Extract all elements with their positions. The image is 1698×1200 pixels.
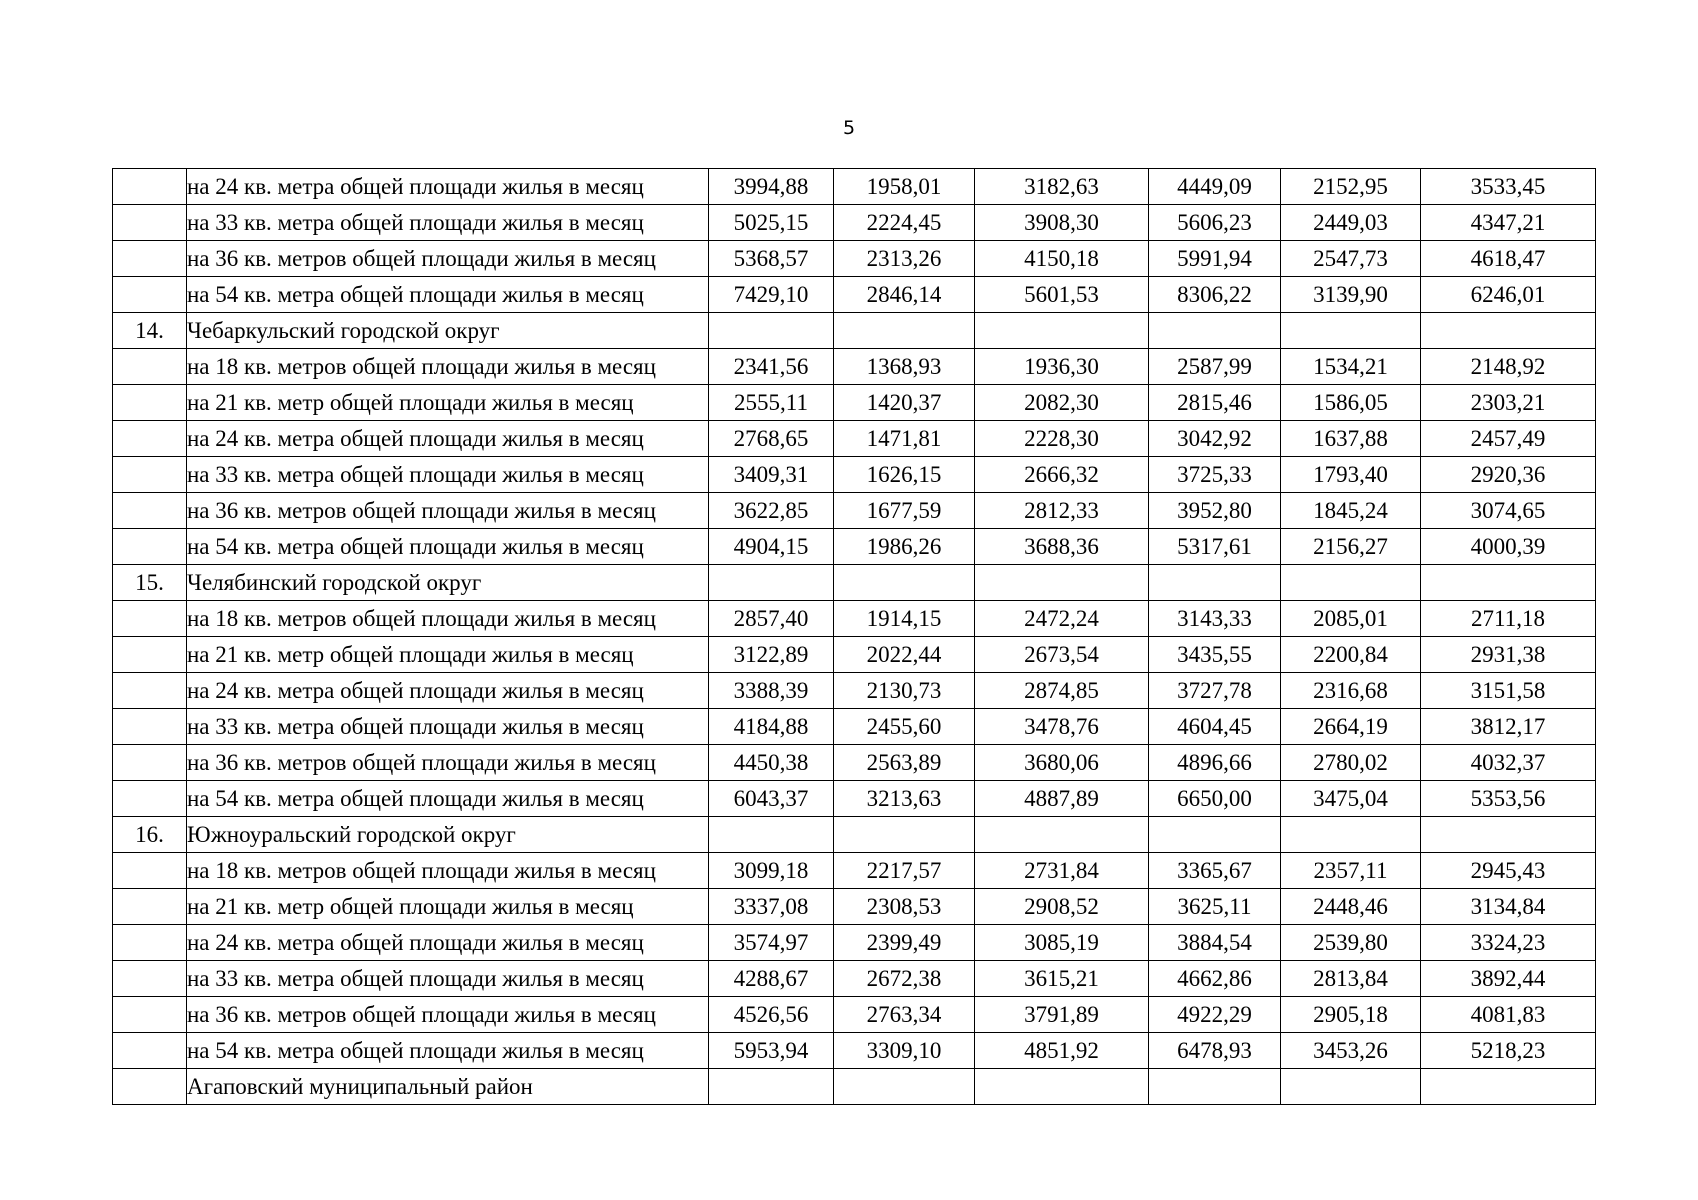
table-row bbox=[113, 205, 1596, 241]
table-row bbox=[113, 745, 1596, 781]
table-row bbox=[113, 421, 1596, 457]
value-cell-4 bbox=[1149, 1069, 1281, 1105]
value-cell-1 bbox=[709, 817, 834, 853]
value-cell-6: 4032,37 bbox=[1421, 745, 1596, 781]
value-cell-4: 3435,55 bbox=[1149, 637, 1281, 673]
row-name-cell: на 54 кв. метра общей площади жилья в месяц bbox=[187, 277, 709, 313]
row-number-cell bbox=[113, 673, 187, 709]
value-cell-5: 2085,01 bbox=[1281, 601, 1421, 637]
value-cell-6 bbox=[1421, 817, 1596, 853]
value-cell-5: 2813,84 bbox=[1281, 961, 1421, 997]
value-cell-5: 2905,18 bbox=[1281, 997, 1421, 1033]
value-cell-5: 2357,11 bbox=[1281, 853, 1421, 889]
table-row bbox=[113, 493, 1596, 529]
value-cell-2: 2399,49 bbox=[834, 925, 975, 961]
table-row bbox=[113, 997, 1596, 1033]
value-cell-5: 2547,73 bbox=[1281, 241, 1421, 277]
row-name-cell: на 33 кв. метра общей площади жилья в месяц bbox=[187, 205, 709, 241]
value-cell-6: 3151,58 bbox=[1421, 673, 1596, 709]
value-cell-5: 3453,26 bbox=[1281, 1033, 1421, 1069]
value-cell-6 bbox=[1421, 565, 1596, 601]
value-cell-5: 1845,24 bbox=[1281, 493, 1421, 529]
table-row bbox=[113, 853, 1596, 889]
value-cell-1: 3099,18 bbox=[709, 853, 834, 889]
value-cell-6 bbox=[1421, 313, 1596, 349]
value-cell-3 bbox=[975, 1069, 1149, 1105]
row-name-cell: на 18 кв. метров общей площади жилья в месяц bbox=[187, 853, 709, 889]
value-cell-1: 3409,31 bbox=[709, 457, 834, 493]
value-cell-5: 2316,68 bbox=[1281, 673, 1421, 709]
value-cell-3: 1936,30 bbox=[975, 349, 1149, 385]
value-cell-2: 2308,53 bbox=[834, 889, 975, 925]
value-cell-2: 1626,15 bbox=[834, 457, 975, 493]
value-cell-3: 3085,19 bbox=[975, 925, 1149, 961]
value-cell-4: 4449,09 bbox=[1149, 169, 1281, 205]
value-cell-5: 2449,03 bbox=[1281, 205, 1421, 241]
value-cell-3: 4851,92 bbox=[975, 1033, 1149, 1069]
value-cell-1 bbox=[709, 1069, 834, 1105]
value-cell-3: 3478,76 bbox=[975, 709, 1149, 745]
value-cell-1: 4184,88 bbox=[709, 709, 834, 745]
row-name-cell: на 36 кв. метров общей площади жилья в месяц bbox=[187, 493, 709, 529]
value-cell-5: 2448,46 bbox=[1281, 889, 1421, 925]
value-cell-1: 2857,40 bbox=[709, 601, 834, 637]
row-number-cell bbox=[113, 385, 187, 421]
value-cell-4 bbox=[1149, 313, 1281, 349]
row-name-cell: на 33 кв. метра общей площади жилья в месяц bbox=[187, 709, 709, 745]
value-cell-2: 2313,26 bbox=[834, 241, 975, 277]
row-name-cell: Южноуральский городской округ bbox=[187, 817, 709, 853]
value-cell-3 bbox=[975, 313, 1149, 349]
value-cell-5: 1637,88 bbox=[1281, 421, 1421, 457]
value-cell-4: 4604,45 bbox=[1149, 709, 1281, 745]
row-name-cell: на 21 кв. метр общей площади жилья в месяц bbox=[187, 385, 709, 421]
row-name-cell: на 33 кв. метра общей площади жилья в месяц bbox=[187, 961, 709, 997]
value-cell-4: 6478,93 bbox=[1149, 1033, 1281, 1069]
row-name-cell: на 24 кв. метра общей площади жилья в месяц bbox=[187, 421, 709, 457]
value-cell-2: 2022,44 bbox=[834, 637, 975, 673]
value-cell-1: 2768,65 bbox=[709, 421, 834, 457]
row-number-cell bbox=[113, 205, 187, 241]
row-name-cell: на 54 кв. метра общей площади жилья в месяц bbox=[187, 529, 709, 565]
table-row bbox=[113, 817, 1596, 853]
row-name-cell: на 24 кв. метра общей площади жилья в месяц bbox=[187, 673, 709, 709]
row-name-cell: на 36 кв. метров общей площади жилья в месяц bbox=[187, 997, 709, 1033]
value-cell-4: 2815,46 bbox=[1149, 385, 1281, 421]
value-cell-5 bbox=[1281, 817, 1421, 853]
value-cell-6: 3134,84 bbox=[1421, 889, 1596, 925]
value-cell-6: 2920,36 bbox=[1421, 457, 1596, 493]
row-name-cell: на 36 кв. метров общей площади жилья в месяц bbox=[187, 241, 709, 277]
value-cell-5: 1534,21 bbox=[1281, 349, 1421, 385]
table-row bbox=[113, 169, 1596, 205]
value-cell-2: 1986,26 bbox=[834, 529, 975, 565]
table-row bbox=[113, 637, 1596, 673]
value-cell-2: 2672,38 bbox=[834, 961, 975, 997]
value-cell-5: 1586,05 bbox=[1281, 385, 1421, 421]
value-cell-3: 2731,84 bbox=[975, 853, 1149, 889]
value-cell-6: 3324,23 bbox=[1421, 925, 1596, 961]
value-cell-3 bbox=[975, 817, 1149, 853]
value-cell-4: 3725,33 bbox=[1149, 457, 1281, 493]
value-cell-3: 2472,24 bbox=[975, 601, 1149, 637]
value-cell-2: 3213,63 bbox=[834, 781, 975, 817]
table-row bbox=[113, 277, 1596, 313]
table-row bbox=[113, 1033, 1596, 1069]
value-cell-5 bbox=[1281, 565, 1421, 601]
value-cell-4: 6650,00 bbox=[1149, 781, 1281, 817]
value-cell-5: 2780,02 bbox=[1281, 745, 1421, 781]
value-cell-4: 5991,94 bbox=[1149, 241, 1281, 277]
value-cell-6: 4618,47 bbox=[1421, 241, 1596, 277]
value-cell-1: 3994,88 bbox=[709, 169, 834, 205]
value-cell-6: 2303,21 bbox=[1421, 385, 1596, 421]
value-cell-2: 1677,59 bbox=[834, 493, 975, 529]
value-cell-5: 2664,19 bbox=[1281, 709, 1421, 745]
value-cell-2: 2563,89 bbox=[834, 745, 975, 781]
table-row bbox=[113, 565, 1596, 601]
row-number-cell bbox=[113, 529, 187, 565]
value-cell-2: 1420,37 bbox=[834, 385, 975, 421]
row-number-cell bbox=[113, 349, 187, 385]
value-cell-5: 2539,80 bbox=[1281, 925, 1421, 961]
value-cell-2: 2130,73 bbox=[834, 673, 975, 709]
value-cell-2: 2217,57 bbox=[834, 853, 975, 889]
value-cell-3: 5601,53 bbox=[975, 277, 1149, 313]
row-number-cell bbox=[113, 169, 187, 205]
value-cell-6: 4347,21 bbox=[1421, 205, 1596, 241]
value-cell-5: 2200,84 bbox=[1281, 637, 1421, 673]
table-row bbox=[113, 673, 1596, 709]
value-cell-3: 3908,30 bbox=[975, 205, 1149, 241]
value-cell-6: 5353,56 bbox=[1421, 781, 1596, 817]
row-number-cell bbox=[113, 961, 187, 997]
value-cell-3: 2666,32 bbox=[975, 457, 1149, 493]
table-row bbox=[113, 601, 1596, 637]
row-name-cell: на 54 кв. метра общей площади жилья в месяц bbox=[187, 781, 709, 817]
row-number-cell bbox=[113, 601, 187, 637]
row-number-cell bbox=[113, 1033, 187, 1069]
value-cell-2: 2224,45 bbox=[834, 205, 975, 241]
value-cell-3: 2228,30 bbox=[975, 421, 1149, 457]
value-cell-6: 2931,38 bbox=[1421, 637, 1596, 673]
value-cell-4: 4922,29 bbox=[1149, 997, 1281, 1033]
row-number-cell bbox=[113, 421, 187, 457]
row-number-cell bbox=[113, 457, 187, 493]
value-cell-5: 3139,90 bbox=[1281, 277, 1421, 313]
row-number-cell bbox=[113, 709, 187, 745]
row-number-cell bbox=[113, 1069, 187, 1105]
row-name-cell: на 24 кв. метра общей площади жилья в месяц bbox=[187, 925, 709, 961]
row-number-cell: 16. bbox=[113, 817, 187, 853]
value-cell-3: 3688,36 bbox=[975, 529, 1149, 565]
row-name-cell: на 21 кв. метр общей площади жилья в месяц bbox=[187, 889, 709, 925]
row-name-cell: на 54 кв. метра общей площади жилья в месяц bbox=[187, 1033, 709, 1069]
value-cell-2: 1958,01 bbox=[834, 169, 975, 205]
value-cell-2: 1914,15 bbox=[834, 601, 975, 637]
value-cell-1: 7429,10 bbox=[709, 277, 834, 313]
value-cell-4: 3884,54 bbox=[1149, 925, 1281, 961]
value-cell-4 bbox=[1149, 817, 1281, 853]
value-cell-2 bbox=[834, 817, 975, 853]
row-name-cell: Челябинский городской округ bbox=[187, 565, 709, 601]
page-number: 5 bbox=[842, 117, 856, 139]
value-cell-2 bbox=[834, 565, 975, 601]
value-cell-3: 3680,06 bbox=[975, 745, 1149, 781]
value-cell-1 bbox=[709, 565, 834, 601]
value-cell-3: 3615,21 bbox=[975, 961, 1149, 997]
value-cell-5: 1793,40 bbox=[1281, 457, 1421, 493]
value-cell-6: 2711,18 bbox=[1421, 601, 1596, 637]
value-cell-6 bbox=[1421, 1069, 1596, 1105]
value-cell-5 bbox=[1281, 313, 1421, 349]
row-number-cell: 14. bbox=[113, 313, 187, 349]
value-cell-4: 2587,99 bbox=[1149, 349, 1281, 385]
row-name-cell: на 36 кв. метров общей площади жилья в месяц bbox=[187, 745, 709, 781]
table-row bbox=[113, 889, 1596, 925]
value-cell-5 bbox=[1281, 1069, 1421, 1105]
row-name-cell: на 21 кв. метр общей площади жилья в месяц bbox=[187, 637, 709, 673]
row-name-cell: на 24 кв. метра общей площади жилья в месяц bbox=[187, 169, 709, 205]
table-row bbox=[113, 709, 1596, 745]
table-row bbox=[113, 529, 1596, 565]
row-name-cell: на 18 кв. метров общей площади жилья в месяц bbox=[187, 349, 709, 385]
table-row bbox=[113, 241, 1596, 277]
value-cell-1: 2555,11 bbox=[709, 385, 834, 421]
value-cell-1: 3388,39 bbox=[709, 673, 834, 709]
value-cell-6: 2457,49 bbox=[1421, 421, 1596, 457]
value-cell-4: 8306,22 bbox=[1149, 277, 1281, 313]
value-cell-1: 6043,37 bbox=[709, 781, 834, 817]
row-number-cell bbox=[113, 277, 187, 313]
value-cell-3: 4887,89 bbox=[975, 781, 1149, 817]
value-cell-1: 5368,57 bbox=[709, 241, 834, 277]
value-cell-6: 3892,44 bbox=[1421, 961, 1596, 997]
value-cell-5: 2152,95 bbox=[1281, 169, 1421, 205]
row-number-cell bbox=[113, 781, 187, 817]
table-row bbox=[113, 457, 1596, 493]
value-cell-2: 1368,93 bbox=[834, 349, 975, 385]
row-number-cell bbox=[113, 493, 187, 529]
value-cell-6: 4000,39 bbox=[1421, 529, 1596, 565]
value-cell-1: 5025,15 bbox=[709, 205, 834, 241]
value-cell-1: 5953,94 bbox=[709, 1033, 834, 1069]
row-number-cell bbox=[113, 745, 187, 781]
value-cell-2: 2455,60 bbox=[834, 709, 975, 745]
value-cell-5: 2156,27 bbox=[1281, 529, 1421, 565]
table-row bbox=[113, 961, 1596, 997]
value-cell-2: 1471,81 bbox=[834, 421, 975, 457]
value-cell-4: 3143,33 bbox=[1149, 601, 1281, 637]
value-cell-1: 3622,85 bbox=[709, 493, 834, 529]
value-cell-6: 5218,23 bbox=[1421, 1033, 1596, 1069]
value-cell-1: 3574,97 bbox=[709, 925, 834, 961]
table-row bbox=[113, 1069, 1596, 1105]
value-cell-1 bbox=[709, 313, 834, 349]
value-cell-2 bbox=[834, 313, 975, 349]
value-cell-4: 3042,92 bbox=[1149, 421, 1281, 457]
value-cell-4: 3727,78 bbox=[1149, 673, 1281, 709]
value-cell-4: 3625,11 bbox=[1149, 889, 1281, 925]
table-row bbox=[113, 781, 1596, 817]
row-number-cell bbox=[113, 997, 187, 1033]
value-cell-1: 2341,56 bbox=[709, 349, 834, 385]
table-row bbox=[113, 313, 1596, 349]
value-cell-6: 3533,45 bbox=[1421, 169, 1596, 205]
row-name-cell: Чебаркульский городской округ bbox=[187, 313, 709, 349]
value-cell-3 bbox=[975, 565, 1149, 601]
value-cell-3: 2673,54 bbox=[975, 637, 1149, 673]
value-cell-3: 3791,89 bbox=[975, 997, 1149, 1033]
row-number-cell: 15. bbox=[113, 565, 187, 601]
row-name-cell: на 18 кв. метров общей площади жилья в месяц bbox=[187, 601, 709, 637]
value-cell-6: 4081,83 bbox=[1421, 997, 1596, 1033]
value-cell-3: 4150,18 bbox=[975, 241, 1149, 277]
value-cell-6: 2148,92 bbox=[1421, 349, 1596, 385]
value-cell-5: 3475,04 bbox=[1281, 781, 1421, 817]
table-body bbox=[113, 169, 1596, 1105]
value-cell-6: 3812,17 bbox=[1421, 709, 1596, 745]
value-cell-6: 2945,43 bbox=[1421, 853, 1596, 889]
value-cell-3: 2812,33 bbox=[975, 493, 1149, 529]
value-cell-1: 4288,67 bbox=[709, 961, 834, 997]
value-cell-2: 2763,34 bbox=[834, 997, 975, 1033]
row-number-cell bbox=[113, 853, 187, 889]
row-number-cell bbox=[113, 241, 187, 277]
value-cell-4: 3952,80 bbox=[1149, 493, 1281, 529]
value-cell-3: 2908,52 bbox=[975, 889, 1149, 925]
row-number-cell bbox=[113, 889, 187, 925]
value-cell-1: 3122,89 bbox=[709, 637, 834, 673]
value-cell-6: 3074,65 bbox=[1421, 493, 1596, 529]
value-cell-3: 2082,30 bbox=[975, 385, 1149, 421]
value-cell-2 bbox=[834, 1069, 975, 1105]
value-cell-1: 4526,56 bbox=[709, 997, 834, 1033]
value-cell-1: 4904,15 bbox=[709, 529, 834, 565]
value-cell-6: 6246,01 bbox=[1421, 277, 1596, 313]
value-cell-1: 4450,38 bbox=[709, 745, 834, 781]
value-cell-4: 4662,86 bbox=[1149, 961, 1281, 997]
value-cell-4: 5606,23 bbox=[1149, 205, 1281, 241]
value-cell-3: 2874,85 bbox=[975, 673, 1149, 709]
value-cell-2: 2846,14 bbox=[834, 277, 975, 313]
value-cell-4: 4896,66 bbox=[1149, 745, 1281, 781]
value-cell-2: 3309,10 bbox=[834, 1033, 975, 1069]
row-name-cell: на 33 кв. метра общей площади жилья в месяц bbox=[187, 457, 709, 493]
row-number-cell bbox=[113, 637, 187, 673]
value-cell-1: 3337,08 bbox=[709, 889, 834, 925]
row-name-cell: Агаповский муниципальный район bbox=[187, 1069, 709, 1105]
value-cell-4: 5317,61 bbox=[1149, 529, 1281, 565]
table-row bbox=[113, 385, 1596, 421]
table-row bbox=[113, 349, 1596, 385]
tariff-table bbox=[112, 168, 1596, 1105]
table-row bbox=[113, 925, 1596, 961]
row-number-cell bbox=[113, 925, 187, 961]
value-cell-4: 3365,67 bbox=[1149, 853, 1281, 889]
value-cell-3: 3182,63 bbox=[975, 169, 1149, 205]
value-cell-4 bbox=[1149, 565, 1281, 601]
